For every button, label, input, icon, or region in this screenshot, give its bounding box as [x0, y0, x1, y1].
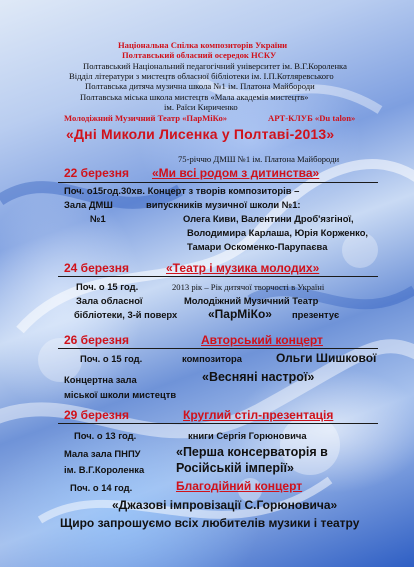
header-line-2: Полтавський обласний осередок НСКУ — [122, 50, 277, 60]
event1-line5: Тамари Оскоменко-Парупаєва — [187, 241, 328, 252]
header-line-3: Полтавський Національний педагогічний університет ім. В.Г.Короленка — [83, 61, 347, 71]
festival-title: «Дні Миколи Лисенка у Полтаві-2013» — [66, 126, 335, 142]
event2-venue: Зала обласної — [76, 295, 143, 306]
divider — [58, 182, 378, 183]
header-line-6: Полтавська міська школа мистецтв «Мала академія мистецтв» — [80, 92, 309, 102]
divider — [58, 423, 378, 424]
event4-venue-line2: ім. В.Г.Короленка — [64, 464, 145, 475]
event3-concert-name: «Весняні настрої» — [202, 370, 315, 384]
event1-date: 22 березня — [64, 166, 129, 180]
event4-charity-title: Благодійний концерт — [176, 479, 303, 493]
event1-line1: Поч. о15год.30хв. Концерт з творів композиторів – — [64, 185, 300, 196]
anniversary-line: 75-річчю ДМШ №1 ім. Платона Майбороди — [178, 154, 340, 164]
event2-date: 24 березня — [64, 261, 129, 275]
header-line-7: ім. Раїси Кириченко — [164, 102, 238, 112]
event2-theatre: «ПарМіКо» — [208, 307, 272, 321]
event3-composer: Ольги Шишкової — [276, 351, 377, 365]
event4-jazz: «Джазові імпровізації С.Горюновича» — [112, 498, 338, 512]
event4-time2: Поч. о 14 год. — [70, 482, 133, 493]
header-line-5: Полтавська дитяча музична школа №1 ім. Платона Майбороди — [85, 81, 315, 91]
header-line-4: Відділ літератури з мистецтв обласної бібліотеки ім. І.П.Котляревського — [69, 71, 334, 81]
event3-venue: Концертна зала — [64, 374, 137, 385]
event3-time: Поч. о 15 год. — [80, 353, 143, 364]
event2-title: «Театр і музика молодих» — [166, 261, 320, 275]
event2-line2: Молодіжний Музичний Театр — [184, 295, 319, 306]
event1-line3: Олега Киви, Валентини Дроб'язгіної, — [183, 213, 354, 224]
event4-venue: Мала зала ПНПУ — [64, 448, 141, 459]
event2-time: Поч. о 15 год. — [76, 281, 139, 292]
event1-venue: Зала ДМШ — [64, 199, 113, 210]
header-line-1: Національна Спілка композиторів України — [118, 40, 288, 50]
event1-title: «Ми всі родом з дитинства» — [152, 166, 320, 180]
event4-book-title-1: «Перша консерваторія в — [176, 445, 328, 459]
event3-title: Авторський концерт — [201, 333, 323, 347]
event4-book: книги Сергія Горюновича — [188, 430, 307, 441]
event2-year-note: 2013 рік – Рік дитячої творчості в Україні — [172, 282, 325, 292]
event1-line4: Володимира Карлаша, Юрія Корженко, — [187, 227, 369, 238]
event2-venue-floor: бібліотеки, 3-й поверх — [74, 309, 178, 320]
event4-time: Поч. о 13 год. — [74, 430, 137, 441]
header-theatre: Молодіжний Музичний Театр «ПарМіКо» — [64, 113, 228, 123]
event1-venue-no: №1 — [90, 213, 106, 224]
event4-book-title-2: Російській імперії» — [176, 461, 294, 475]
event4-title: Круглий стіл-презентація — [183, 408, 334, 422]
event1-line2: випускників музичної школи №1: — [146, 199, 301, 210]
event3-composer-label: композитора — [182, 353, 242, 364]
header-club: АРТ-КЛУБ «Du talon» — [268, 113, 356, 123]
divider — [58, 276, 378, 277]
event2-presents: презентує — [292, 309, 340, 320]
footer-invitation: Щиро запрошуємо всіх любителів музики і театру — [60, 516, 360, 530]
event4-date: 29 березня — [64, 408, 129, 422]
event3-venue-line2: міської школи мистецтв — [64, 389, 177, 400]
event3-date: 26 березня — [64, 333, 129, 347]
divider — [58, 348, 378, 349]
